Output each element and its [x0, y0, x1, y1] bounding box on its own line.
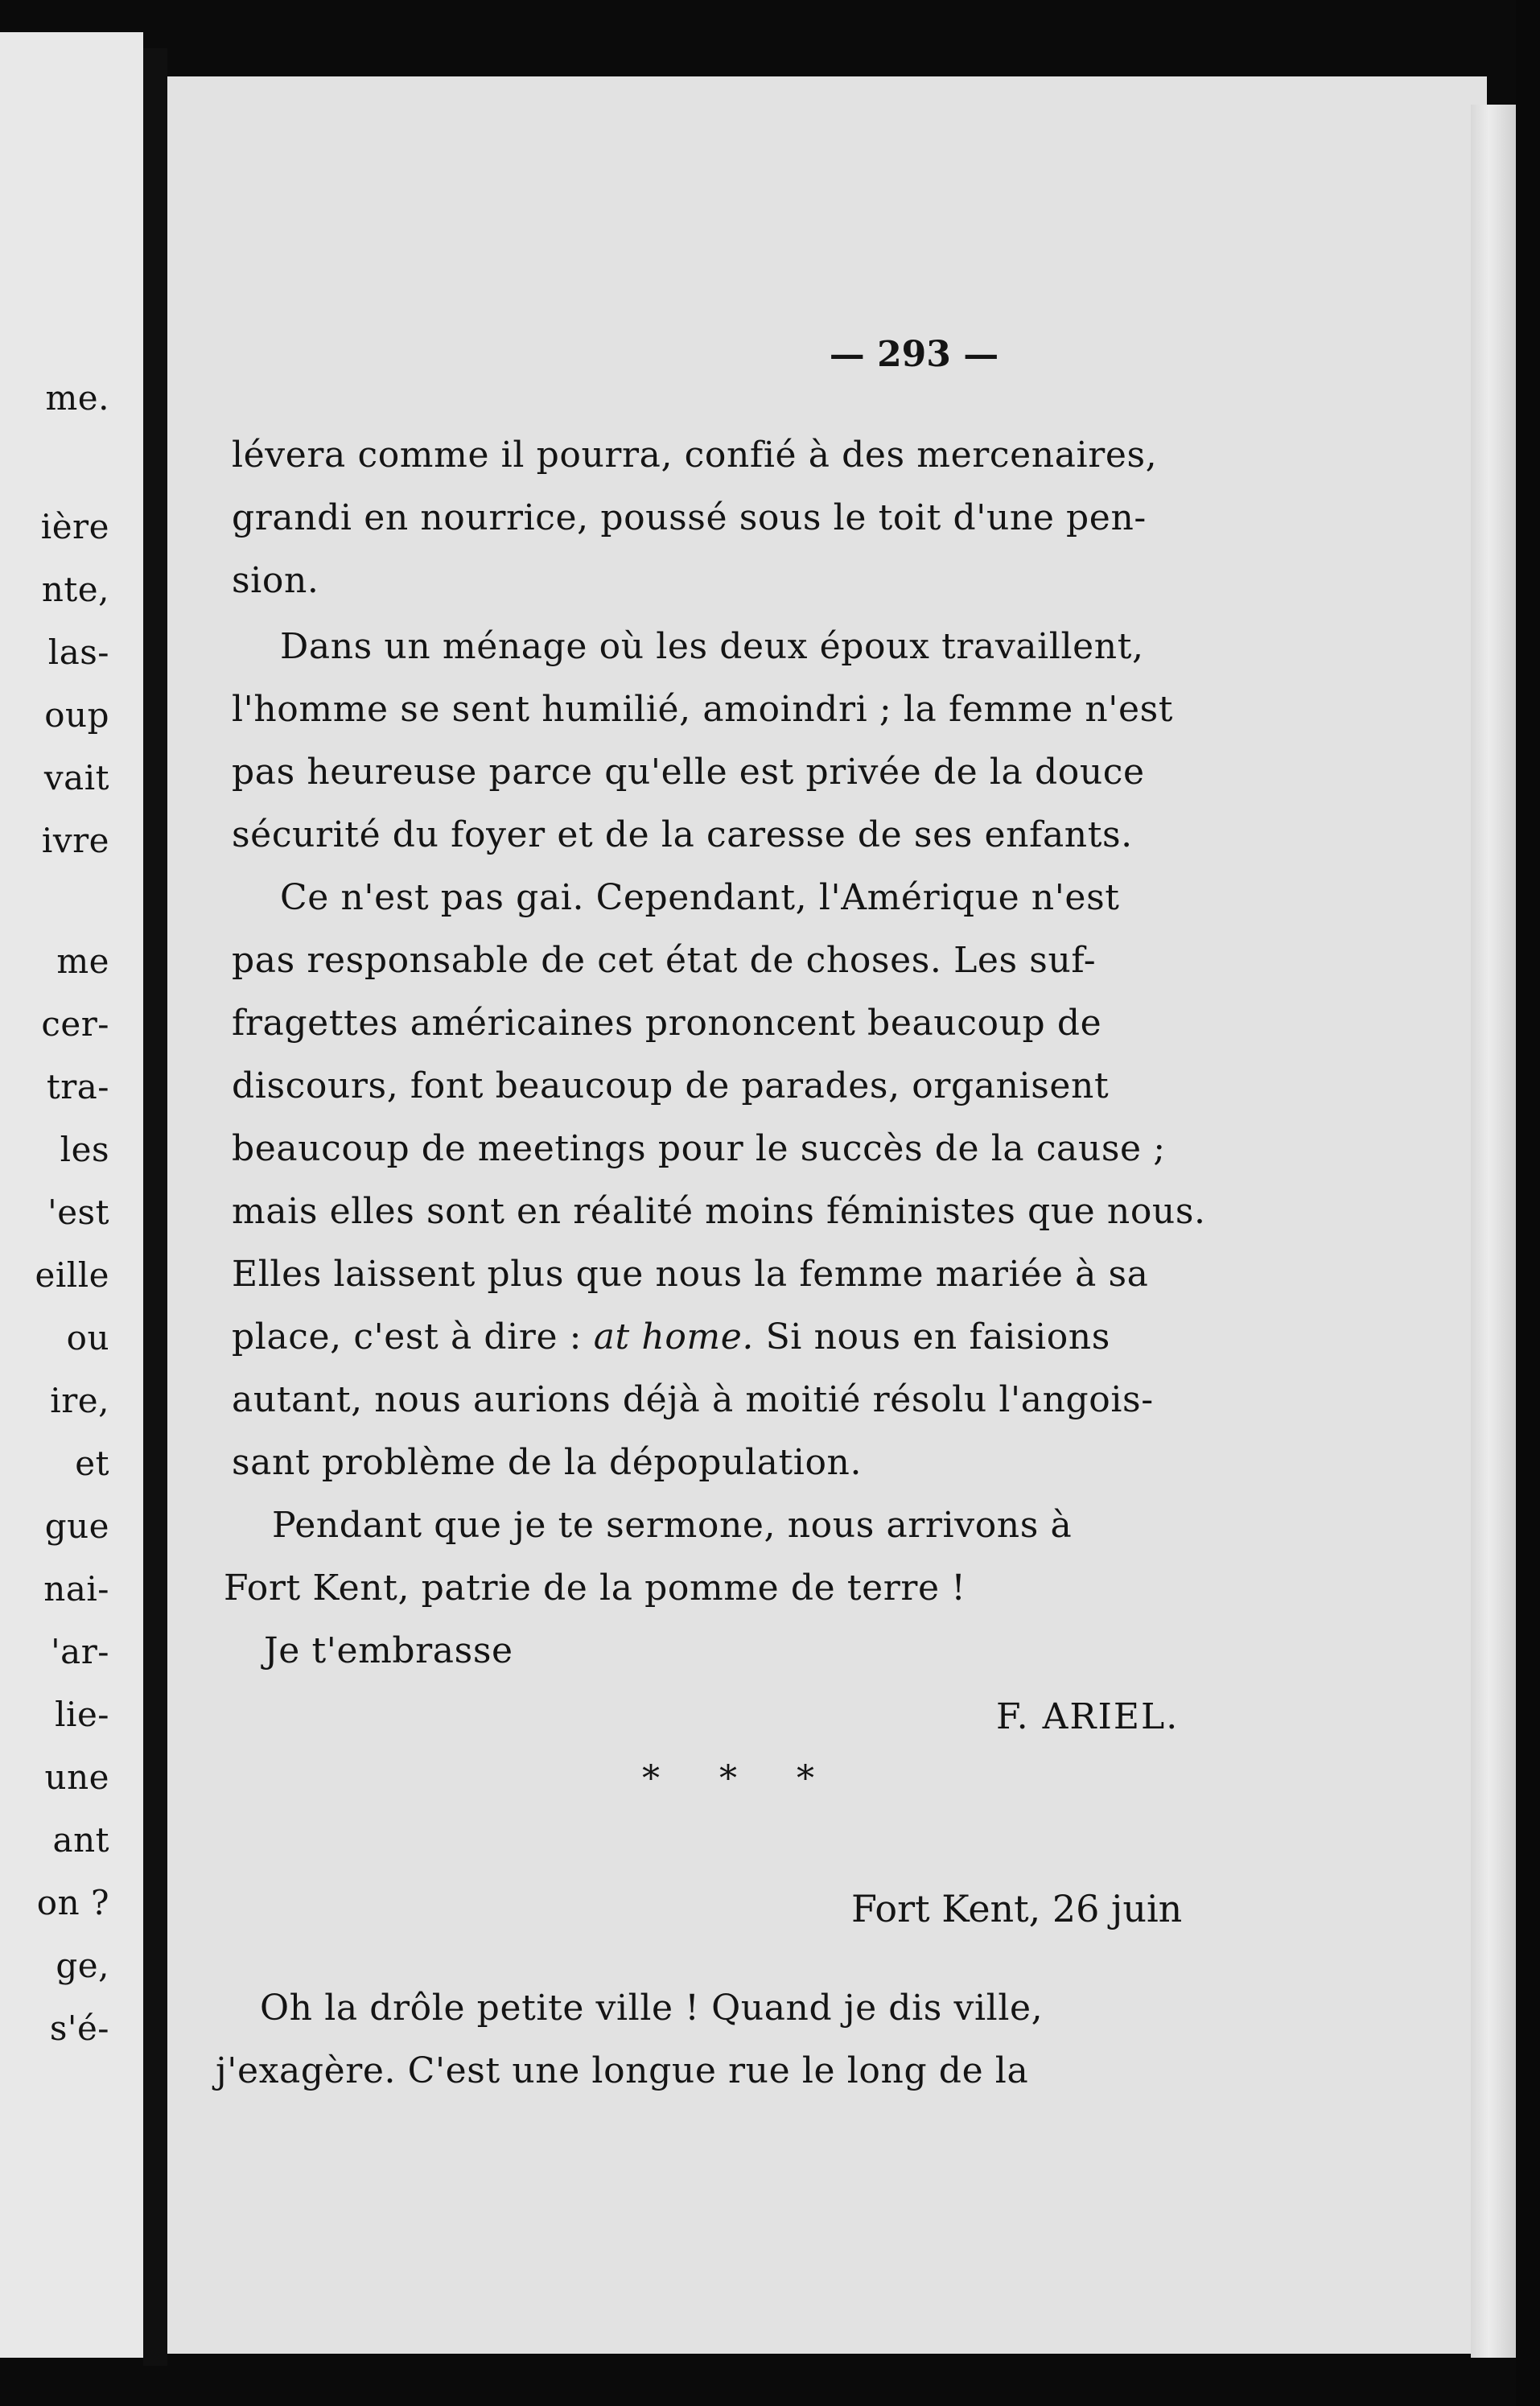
left-page-fragment: ière [40, 507, 109, 546]
left-page-fragment: me [56, 941, 109, 981]
left-page-fragment: 'ar- [51, 1632, 109, 1671]
left-page-fragment: nte, [41, 570, 109, 609]
left-page-fragment: gue [44, 1506, 109, 1546]
text-line: l'homme se sent humilié, amoindri ; la femme n'est [232, 689, 1174, 730]
left-facing-page [0, 32, 143, 2358]
text-line: sécurité du foyer et de la caresse de ses enfants. [232, 814, 1133, 855]
page-edge [1471, 105, 1516, 2358]
left-page-fragment: ivre [41, 821, 109, 860]
text-line: Oh la drôle petite ville ! Quand je dis ville, [260, 1988, 1044, 2029]
text-line: mais elles sont en réalité moins féministes que nous. [232, 1191, 1206, 1232]
section-separator: * * * [642, 1758, 838, 1799]
left-page-fragment: eille [35, 1255, 109, 1295]
signature: F. ARIEL. [996, 1696, 1180, 1737]
left-page-fragment: cer- [41, 1004, 109, 1044]
left-page-fragment: oup [44, 695, 109, 735]
left-page-fragment: las- [47, 632, 109, 672]
main-page [167, 76, 1487, 2354]
scan-border [1516, 0, 1540, 2406]
text-line: Pendant que je te sermone, nous arrivons à [272, 1505, 1073, 1546]
left-page-fragment: une [44, 1757, 109, 1797]
left-page-fragment: on ? [36, 1883, 109, 1922]
text-line: sant problème de la dépopulation. [232, 1442, 863, 1483]
left-page-fragment: tra- [46, 1067, 109, 1106]
text-line: fragettes américaines prononcent beaucoup de [232, 1003, 1102, 1044]
text-line: Elles laissent plus que nous la femme mariée à sa [232, 1254, 1149, 1295]
left-page-fragment: nai- [43, 1569, 109, 1609]
text-line: sion. [232, 560, 319, 601]
text-line: Dans un ménage où les deux époux travaillent, [280, 626, 1144, 667]
text-fragment: place, c'est à dire : [232, 1316, 583, 1357]
left-page-fragment: vait [43, 758, 109, 797]
text-line: j'exagère. C'est une longue rue le long de la [216, 2050, 1029, 2091]
text-line: beaucoup de meetings pour le succès de la cause ; [232, 1128, 1166, 1169]
text-line: Fort Kent, patrie de la pomme de terre ! [224, 1568, 966, 1609]
text-line: pas heureuse parce qu'elle est privée de la douce [232, 752, 1145, 793]
dateline: Fort Kent, 26 juin [851, 1887, 1183, 1930]
left-page-fragment: ou [66, 1318, 109, 1357]
italic-phrase: at home. [593, 1316, 754, 1357]
text-fragment: Si nous en faisions [765, 1316, 1110, 1357]
left-page-fragment: 'est [47, 1193, 109, 1232]
left-page-fragment: et [75, 1444, 109, 1483]
left-page-fragment: ant [52, 1820, 109, 1860]
left-page-fragment: les [60, 1130, 109, 1169]
left-page-fragment: ge, [56, 1946, 109, 1985]
text-line: lévera comme il pourra, confié à des mercenaires, [232, 435, 1158, 476]
text-line: discours, font beaucoup de parades, organisent [232, 1065, 1110, 1106]
book-gutter [143, 48, 167, 2366]
left-page-fragment: me. [45, 378, 109, 418]
text-line: Ce n'est pas gai. Cependant, l'Amérique n'est [280, 877, 1120, 918]
left-page-fragment: s'é- [49, 2008, 109, 2048]
text-line: pas responsable de cet état de choses. Les suf- [232, 940, 1097, 981]
text-line: grandi en nourrice, poussé sous le toit d'une pen- [232, 497, 1147, 538]
text-line: Je t'embrasse [264, 1630, 513, 1671]
text-line: autant, nous aurions déjà à moitié résolu l'angois- [232, 1379, 1154, 1420]
left-page-fragment: ire, [50, 1381, 109, 1420]
left-page-fragment: lie- [55, 1695, 109, 1734]
page-number: — 293 — [829, 334, 999, 375]
text-line-with-italic [232, 1316, 1540, 1357]
